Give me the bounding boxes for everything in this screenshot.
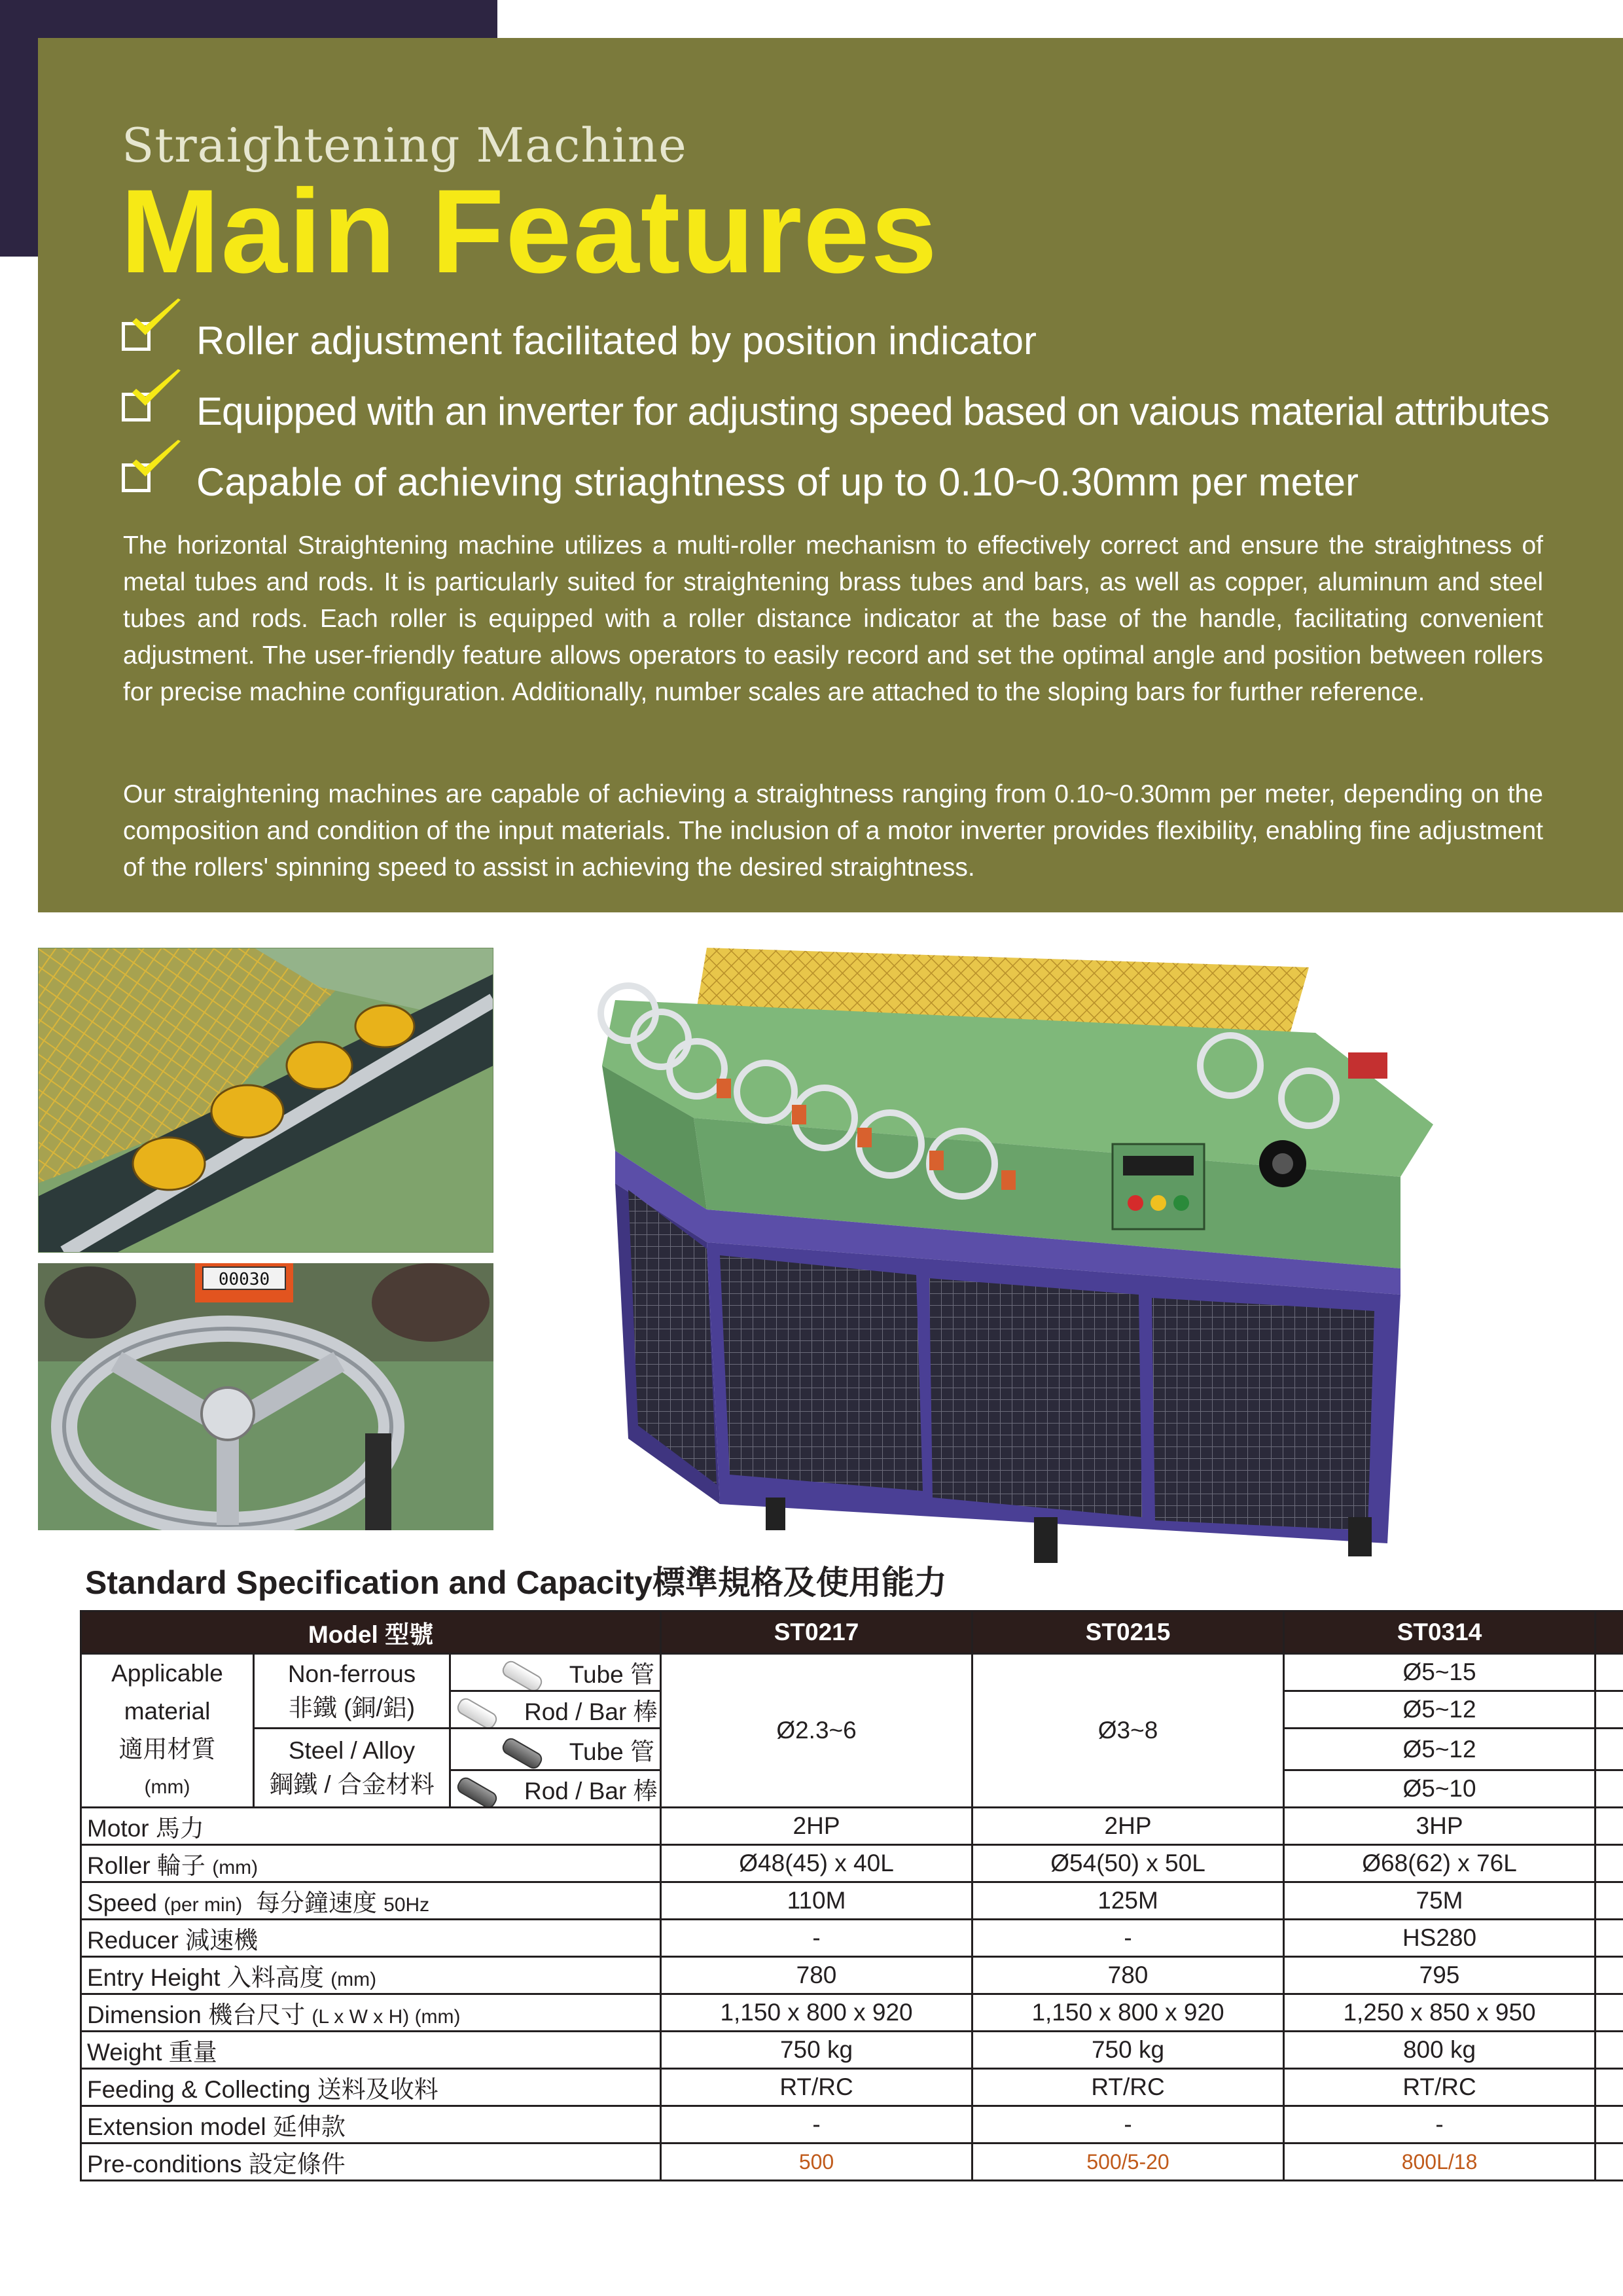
extra-cell [1596, 1770, 1623, 1808]
value-st0217: 750 kg [661, 2032, 972, 2069]
spec-row-dimension [81, 1994, 1623, 2032]
value-st0217: 1,150 x 800 x 920 [661, 1994, 972, 2032]
material-label-zh: 適用材質 [118, 1736, 216, 1763]
extra-cell [1596, 1691, 1623, 1729]
material-st0314-4: Ø5~10 [1284, 1770, 1596, 1808]
checkmark-icon [126, 297, 185, 343]
nonferrous-zh: 非鐵 (銅/鋁) [288, 1694, 416, 1721]
value-st0217: RT/RC [661, 2069, 972, 2106]
nonferrous-en: Non-ferrous [287, 1660, 416, 1687]
steel-label [254, 1729, 450, 1808]
row-label: Entry Height 入料高度 (mm) [81, 1957, 661, 1994]
material-st0314-3: Ø5~12 [1284, 1729, 1596, 1770]
steel-en: Steel / Alloy [288, 1737, 416, 1764]
checkmark-icon [126, 439, 185, 484]
value-st0314: HS280 [1284, 1920, 1596, 1957]
nonferrous-label [254, 1654, 450, 1729]
spec-row-weight [81, 2032, 1623, 2069]
rod-icon [455, 1775, 499, 1808]
value-st0215: 125M [972, 1882, 1284, 1920]
model-st0314: ST0314 [1284, 1611, 1596, 1654]
value-st0215: 1,150 x 800 x 920 [972, 1994, 1284, 2032]
value-st0314: 800 kg [1284, 2032, 1596, 2069]
material-st0215: Ø3~8 [972, 1654, 1284, 1808]
row-label: Speed (per min) 每分鐘速度 50Hz [81, 1882, 661, 1920]
model-st0217: ST0217 [661, 1611, 972, 1654]
spec-table [80, 1610, 1623, 2181]
value-st0215: - [972, 1920, 1284, 1957]
feature-text: Equipped with an inverter for adjusting speed based on vaious material attributes [196, 389, 1549, 433]
value-st0215: 2HP [972, 1808, 1284, 1845]
extra-cell [1596, 2144, 1623, 2181]
counter-readout: 00030 [218, 1270, 270, 1289]
row-label: Reducer 減速機 [81, 1920, 661, 1957]
handwheel-counter-photo [38, 1263, 493, 1530]
extra-cell [1596, 1957, 1623, 1994]
material-st0314-1: Ø5~15 [1284, 1654, 1596, 1691]
value-st0215: RT/RC [972, 2069, 1284, 2106]
value-st0314: - [1284, 2106, 1596, 2144]
extra-cell [1596, 1882, 1623, 1920]
row-label: Weight 重量 [81, 2032, 661, 2069]
extra-cell [1596, 2032, 1623, 2069]
spec-row-speed [81, 1882, 1623, 1920]
value-st0217: - [661, 1920, 972, 1957]
material-st0217: Ø2.3~6 [661, 1654, 972, 1808]
feature-text: Roller adjustment facilitated by position indicator [196, 319, 1037, 363]
spec-row-reducer [81, 1920, 1623, 1957]
spec-row-preconditions [81, 2144, 1623, 2181]
material-row [81, 1654, 1623, 1691]
tube-icon [500, 1735, 544, 1770]
value-st0217: 110M [661, 1882, 972, 1920]
extra-cell [1596, 1845, 1623, 1882]
value-st0314: 75M [1284, 1882, 1596, 1920]
extra-cell [1596, 2069, 1623, 2106]
spec-row-entry-height [81, 1957, 1623, 1994]
value-st0217: - [661, 2106, 972, 2144]
row-label: Dimension 機台尺寸 (L x W x H) (mm) [81, 1994, 661, 2032]
roller-closeup-photo [38, 948, 493, 1253]
row-label: Roller 輪子 (mm) [81, 1845, 661, 1882]
extra-cell [1596, 2106, 1623, 2144]
model-st0215: ST0215 [972, 1611, 1284, 1654]
extra-cell [1596, 1808, 1623, 1845]
spec-title: Standard Specification and Capacity標準規格及使用能力 [85, 1564, 947, 1601]
value-st0215: - [972, 2106, 1284, 2144]
machine-photo [576, 928, 1466, 1583]
value-st0314: Ø68(62) x 76L [1284, 1845, 1596, 1882]
value-st0314: 3HP [1284, 1808, 1596, 1845]
description-paragraph-1: The horizontal Straightening machine utilizes a multi-roller mechanism to effectively correct and ensure the straightness of metal tubes and rods. It is particularly suited for straightening brass tubes and bars, as well as copper, aluminum and steel tubes and rods. Each roller is equipped with a roller distance indicator at the base of the handle, facilitating convenient adjustment. The user-friendly feature allows operators to easily record and set the optimal angle and position between rollers for precise machine configuration. Additionally, number scales are attached to the sloping bars for further reference. [123, 531, 1543, 706]
value-st0314: RT/RC [1284, 2069, 1596, 2106]
value-st0314: 1,250 x 850 x 950 [1284, 1994, 1596, 2032]
row-label: Pre-conditions 設定條件 [81, 2144, 661, 2181]
material-label-unit: (mm) [144, 1776, 190, 1798]
spec-row-feeding [81, 2069, 1623, 2106]
value-st0314: 795 [1284, 1957, 1596, 1994]
spec-header-row [81, 1611, 1623, 1654]
material-label-en2: material [124, 1698, 211, 1725]
value-st0314: 800L/18 [1284, 2144, 1596, 2181]
value-st0215: Ø54(50) x 50L [972, 1845, 1284, 1882]
feature-text: Capable of achieving striaghtness of up to 0.10~0.30mm per meter [196, 460, 1359, 504]
model-header: Model 型號 [81, 1611, 661, 1654]
type-tube: Tube 管 [450, 1654, 661, 1691]
steel-zh: 鋼鐵 / 合金材料 [269, 1771, 435, 1798]
tube-icon [500, 1659, 544, 1691]
checkmark-icon [126, 368, 185, 414]
material-st0314-2: Ø5~12 [1284, 1691, 1596, 1729]
model-extra [1596, 1611, 1623, 1654]
value-st0217: Ø48(45) x 40L [661, 1845, 972, 1882]
type-tube: Tube 管 [450, 1729, 661, 1770]
value-st0215: 750 kg [972, 2032, 1284, 2069]
value-st0217: 500 [661, 2144, 972, 2181]
row-label: Extension model 延伸款 [81, 2106, 661, 2144]
material-label-en1: Applicable [111, 1660, 223, 1687]
extra-cell [1596, 1994, 1623, 2032]
row-label: Motor 馬力 [81, 1808, 661, 1845]
value-st0217: 2HP [661, 1808, 972, 1845]
material-group-label [81, 1654, 254, 1808]
rod-icon [455, 1696, 499, 1729]
extra-cell [1596, 1654, 1623, 1691]
spec-row-extension [81, 2106, 1623, 2144]
value-st0215: 500/5-20 [972, 2144, 1284, 2181]
spec-row-motor [81, 1808, 1623, 1845]
page-subtitle: Straightening Machine [122, 118, 687, 173]
page-title: Main Features [120, 164, 938, 298]
value-st0215: 780 [972, 1957, 1284, 1994]
value-st0217: 780 [661, 1957, 972, 1994]
row-label: Feeding & Collecting 送料及收料 [81, 2069, 661, 2106]
type-rod: Rod / Bar 棒 [450, 1691, 661, 1729]
description-paragraph-2: Our straightening machines are capable of achieving a straightness ranging from 0.10~0.30mm per meter, depending on the composition and condition of the input materials. The inclusion of a motor inverter provides flexibility, enabling fine adjustment of the rollers' spinning speed to assist in achieving the desired straightness. [123, 780, 1543, 882]
extra-cell [1596, 1920, 1623, 1957]
spec-row-roller [81, 1845, 1623, 1882]
type-rod: Rod / Bar 棒 [450, 1770, 661, 1808]
extra-cell [1596, 1729, 1623, 1770]
